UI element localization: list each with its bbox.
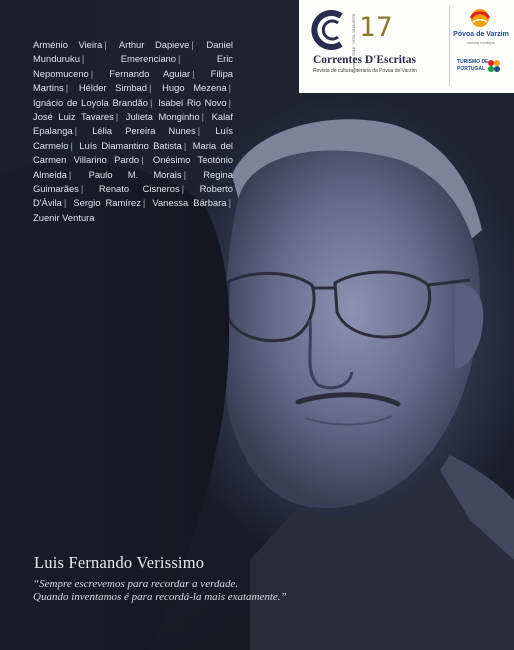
author-name: Onésimo Teotónio Almeida <box>33 154 233 180</box>
turismo-portugal-text <box>457 59 488 73</box>
separator: | <box>183 139 187 151</box>
separator: | <box>70 139 73 151</box>
separator: | <box>141 154 144 166</box>
separator: | <box>148 82 152 94</box>
author-name: Eric Nepomuceno <box>33 53 233 79</box>
author-name: Luís Diamantino Batista <box>79 139 182 151</box>
author-name: Hugo Mezena <box>162 82 227 94</box>
separator: | <box>80 183 84 195</box>
author-name: Paulo M. Morais <box>88 168 182 180</box>
author-name: Kalaf Epalanga <box>33 111 233 137</box>
separator: | <box>201 111 205 123</box>
separator: | <box>191 39 194 50</box>
author-name: Maria del Carmen Villarino Pardo <box>33 139 234 166</box>
issue-number: 17 <box>359 12 394 43</box>
separator: | <box>115 111 119 123</box>
author-name: Regina Guimarães <box>33 168 233 195</box>
author-name: Arthur Dapieve <box>118 39 190 50</box>
author-name: Filipa Martins <box>33 67 233 94</box>
author-name: Roberto D'Ávila <box>33 183 233 209</box>
separator: | <box>104 39 107 50</box>
separator: | <box>90 67 94 79</box>
author-name: Vanessa Bárbara <box>152 197 227 209</box>
masthead-divider <box>449 6 450 86</box>
separator: | <box>149 96 153 108</box>
author-name: Daniel Munduruku <box>33 39 233 65</box>
author-name: Emerenciano <box>120 53 176 65</box>
separator: | <box>68 168 72 180</box>
author-name: Julieta Monginho <box>125 111 200 123</box>
author-name: José Luiz Tavares <box>33 111 114 123</box>
separator: | <box>228 197 231 209</box>
author-name: Hélder Simbad <box>78 82 147 94</box>
quote-line-1: “Sempre escrevemos para recordar a verdade. <box>33 578 239 590</box>
partner-name: Póvoa de Varzim <box>453 31 509 38</box>
separator: | <box>74 125 78 137</box>
author-name: Zuenir Ventura <box>33 211 95 223</box>
author-name: Ignácio de Loyola Brandão <box>33 96 148 108</box>
separator: | <box>228 96 232 108</box>
separator: | <box>63 197 67 209</box>
separator: | <box>197 125 201 137</box>
turismo-line-1: TURISMO DE <box>457 59 489 65</box>
magazine-title: Correntes D'Escritas <box>313 54 416 66</box>
featured-author-name: Luis Fernando Verissimo <box>34 553 205 572</box>
author-name: Fernando Aguiar <box>109 67 191 79</box>
author-name: Renato Cisneros <box>98 183 180 195</box>
separator: | <box>228 82 232 94</box>
separator: | <box>192 67 195 79</box>
povoa-de-varzim-logo-icon <box>467 7 493 29</box>
separator: | <box>183 168 187 180</box>
magazine-subtitle: Revista de cultura literária da Póvoa de Varzim <box>313 68 417 74</box>
partner-subtitle: câmara municipal <box>467 41 495 45</box>
author-name: Luís Carmelo <box>33 125 233 151</box>
separator: | <box>65 82 69 94</box>
masthead-logo-panel <box>299 0 514 93</box>
issue-date-text: fevereiro 2018 · ISSN 1645-6978 <box>351 14 356 73</box>
separator: | <box>178 53 181 65</box>
author-list <box>33 38 233 225</box>
featured-quote <box>33 578 287 604</box>
author-name: Sergio Ramírez <box>73 197 141 209</box>
author-name: Isabel Rio Novo <box>158 96 227 108</box>
correntes-logo-icon <box>311 10 351 50</box>
separator: | <box>81 53 85 65</box>
quote-line-2: Quando inventamos é para recordá-la mais exatamente.” <box>33 591 287 603</box>
separator: | <box>142 197 146 209</box>
author-name: Arménio Vieira <box>33 39 103 50</box>
author-name: Lélia Pereira Nunes <box>92 125 196 137</box>
turismo-line-2: PORTUGAL <box>457 66 486 72</box>
turismo-portugal-logo-icon <box>486 58 502 74</box>
separator: | <box>181 183 185 195</box>
